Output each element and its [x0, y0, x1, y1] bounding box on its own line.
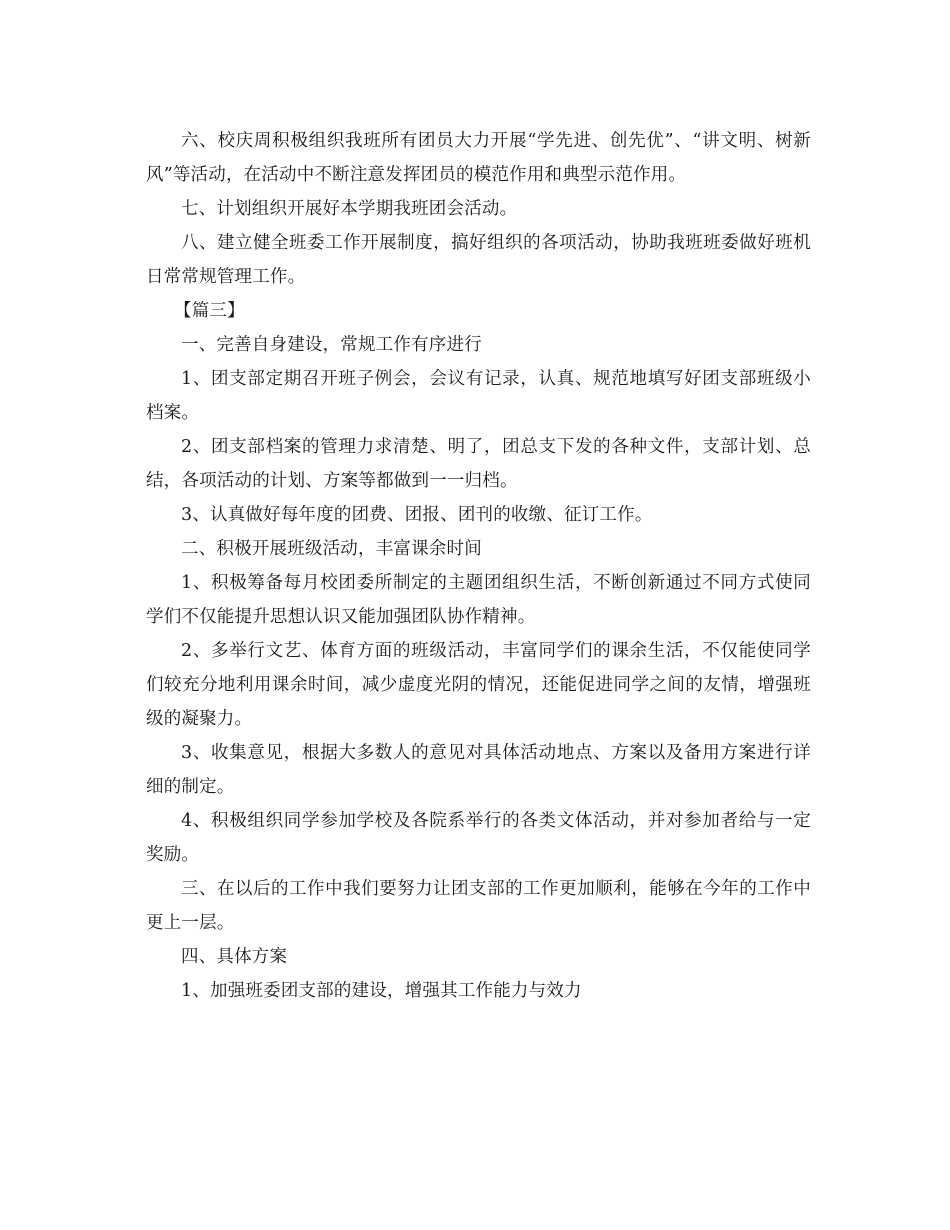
paragraph-item-6: 六、校庆周积极组织我班所有团员大力开展“学先进、创先优”、“讲文明、树新风”等活动，在活动中不断注意发挥团员的模范作用和典型示范作用。: [146, 131, 811, 185]
paragraph-1-2: 2、团支部档案的管理力求清楚、明了，团总支下发的各种文件，支部计划、总结，各项活动的计划、方案等都做到一一归档。: [146, 437, 811, 491]
paragraph-4-1: 1、加强班委团支部的建设，增强其工作能力与效力: [181, 981, 582, 1001]
paragraph-1-1: 1、团支部定期召开班子例会，会议有记录，认真、规范地填写好团支部班级小档案。: [146, 369, 811, 423]
section-heading-3: 三、在以后的工作中我们要努力让团支部的工作更加顺利，能够在今年的工作中更上一层。: [146, 879, 811, 933]
paragraph-1-3: 3、认真做好每年度的团费、团报、团刊的收缴、征订工作。: [181, 505, 653, 525]
paragraph-2-3: 3、收集意见，根据大多数人的意见对具体活动地点、方案以及备用方案进行详细的制定。: [146, 743, 811, 797]
paragraph-item-7: 七、计划组织开展好本学期我班团会活动。: [181, 199, 518, 219]
paragraph-2-1: 1、积极筹备每月校团委所制定的主题团组织生活，不断创新通过不同方式使同学们不仅能提升思想认识又能加强团队协作精神。: [146, 573, 811, 627]
paragraph-2-2: 2、多举行文艺、体育方面的班级活动，丰富同学们的课余生活，不仅能使同学们较充分地利用课余时间，减少虚度光阴的情况，还能促进同学之间的友情，增强班级的凝聚力。: [146, 641, 811, 729]
paragraph-2-4: 4、积极组织同学参加学校及各院系举行的各类文体活动，并对参加者给与一定奖励。: [146, 811, 811, 865]
section-heading-part-three: 【篇三】: [174, 301, 245, 321]
paragraph-item-8: 八、建立健全班委工作开展制度，搞好组织的各项活动，协助我班班委做好班机日常常规管理工作。: [146, 233, 811, 287]
section-heading-1: 一、完善自身建设，常规工作有序进行: [181, 335, 482, 355]
section-heading-2: 二、积极开展班级活动，丰富课余时间: [181, 539, 482, 559]
section-heading-4: 四、具体方案: [181, 947, 288, 967]
document-body: [146, 124, 811, 1008]
